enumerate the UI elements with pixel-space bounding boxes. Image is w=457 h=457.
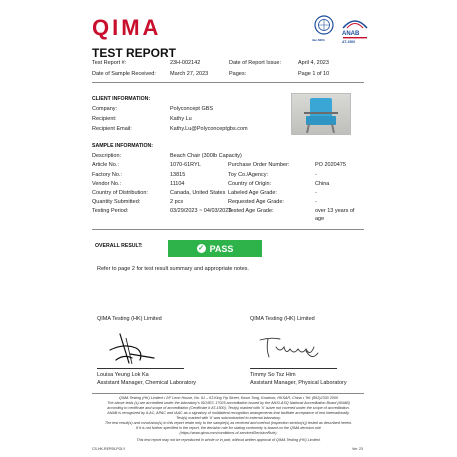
sample-received-value: March 27, 2023	[170, 71, 209, 77]
left-signature-icon	[102, 330, 162, 368]
ilac-mra-badge-icon	[312, 15, 336, 37]
anab-badge-icon	[340, 12, 370, 42]
client-section-title: CLIENT INFORMATION:	[92, 96, 151, 102]
footer-address: QIMA Testing (HK) Limited • 2/F Leon House, No. 61 – 63 King Yip Street, Kwun Tong, Kowloon, HKSAR, China • Tel: (852)2330 2000	[119, 396, 338, 400]
form-version: Ver. 23	[352, 447, 363, 451]
recipient-email-value: Kathy.Lu@Polyconceptgbs.com	[170, 126, 248, 132]
company-value: Polyconcept GBS	[170, 106, 214, 112]
purchase-order-label: Purchase Order Number:	[228, 162, 290, 168]
origin-value: China	[315, 181, 330, 187]
labeled-age-label: Labeled Age Grade:	[228, 190, 277, 196]
purchase-order-value: PO 2020475	[315, 162, 346, 168]
checkmark-icon: ✓	[198, 245, 205, 252]
recipient-email-label: Recipient Email:	[92, 126, 132, 132]
toy-agency-label: Toy Co./Agency:	[228, 172, 269, 178]
quantity-label: Quantity Submitted:	[92, 199, 141, 205]
right-signature-icon	[256, 335, 324, 363]
form-number: CS-HK-REP05-POLY	[92, 447, 126, 451]
divider	[92, 82, 364, 83]
right-signer-company: QIMA Testing (HK) Limited	[250, 316, 315, 322]
footer-reproduction-note: This test report may not be reproduced in whole or in part, without written approval of QIMA Testing (HK) Limited.	[136, 438, 321, 442]
report-number-label: Test Report #:	[92, 60, 127, 66]
chair-backrest-shape	[310, 98, 332, 118]
anab-label: ANAB	[342, 31, 360, 37]
tested-age-label: Tested Age Grade:	[228, 208, 274, 214]
factory-label: Factory No.:	[92, 172, 122, 178]
qima-logo: QIMA	[92, 15, 162, 40]
pass-text: PASS	[209, 243, 234, 254]
report-number-value: 23H-002142	[170, 60, 201, 66]
anab-certificate-label: AT-1500	[342, 40, 356, 44]
article-value: 1070-61RYL	[170, 162, 201, 168]
recipient-label: Recipient:	[92, 116, 117, 122]
footer-accreditation-line: according to certificate and scope of accreditation (Certificate # AT-1500). Test(s) marked with 'X' is/are not covered under the scope of accreditation.	[107, 406, 350, 410]
sample-photo	[291, 93, 351, 135]
issue-date-label: Date of Report Issue:	[229, 60, 281, 66]
chair-armrest-shape	[304, 112, 338, 114]
toy-agency-value: -	[315, 172, 317, 178]
testing-period-value: 03/29/2023 ~ 04/03/2023	[170, 208, 232, 214]
requested-age-label: Requested Age Grade:	[228, 199, 284, 205]
footer-decision-rule: If it is not further specified in the report, the decision rule for stating conformity is based on the QIMA decision rule	[136, 426, 321, 430]
distribution-label: Country of Distribution:	[92, 190, 148, 196]
left-signer-name: Louisa Yeung Lok Ka	[97, 372, 149, 378]
footer-accreditation-line: ANAB is recognized by ILAC, APAC and IAAC as a signatory of multilateral recognition arrangements that facilitate acceptance of test internationally.	[107, 411, 350, 415]
testing-period-label: Testing Period:	[92, 208, 129, 214]
pages-label: Pages:	[229, 71, 247, 77]
article-label: Article No.:	[92, 162, 119, 168]
report-title: TEST REPORT	[92, 46, 177, 60]
quantity-value: 2 pcs	[170, 199, 184, 205]
footer-subcontract-note: Test(s) marked with '#' was subcontracted to external laboratory.	[176, 416, 281, 420]
divider	[92, 229, 364, 230]
right-signer-name: Timmy So Tsz Him	[250, 372, 296, 378]
description-value: Beach Chair (300lb Capacity)	[170, 153, 242, 159]
sample-received-label: Date of Sample Received:	[92, 71, 156, 77]
pass-badge	[168, 240, 262, 257]
issue-date-value: April 4, 2023	[298, 60, 329, 66]
chair-leg-shape	[306, 124, 310, 133]
distribution-value: Canada, United States	[170, 190, 226, 196]
tested-age-value-continued: age	[315, 216, 325, 222]
vendor-label: Vendor No.:	[92, 181, 122, 187]
ilac-mra-label: ilac-MRA	[312, 38, 325, 42]
company-label: Company:	[92, 106, 118, 112]
overall-result-label: OVERALL RESULT:	[95, 243, 143, 249]
pages-value: Page 1 of 10	[298, 71, 330, 77]
footer-divider	[92, 393, 364, 394]
recipient-value: Kathy Lu	[170, 116, 192, 122]
sample-section-title: SAMPLE INFORMATION:	[92, 143, 153, 149]
footer-accreditation-line: The above tests (s) are accredited under the laboratory's ISO/IEC 17025 accreditation issued by the ANSI-ASQ National Accreditation Board (ANAB)	[107, 401, 350, 405]
description-label: Description:	[92, 153, 122, 159]
factory-value: 13815	[170, 172, 186, 178]
right-signature-line	[250, 368, 337, 369]
footer-result-note: The test result(s) and conclusion(s) in this report relate only to the sample(s) as received and method (inspection section(s)) tested as described herein.	[104, 421, 353, 425]
footer-decision-rule-link[interactable]: (https://www.qima.com/conditions-of-service#DecisionRule).	[179, 431, 278, 435]
origin-label: Country of Origin:	[228, 181, 272, 187]
tested-age-value: over 13 years of	[315, 208, 355, 214]
left-signer-title: Assistant Manager, Chemical Laboratory	[97, 380, 197, 386]
result-note: Refer to page 2 for test result summary and appropriate notes.	[97, 266, 249, 272]
vendor-value: 11104	[170, 181, 185, 187]
chair-leg-shape	[331, 124, 335, 133]
labeled-age-value: -	[315, 190, 317, 196]
left-signer-company: QIMA Testing (HK) Limited	[97, 316, 162, 322]
requested-age-value: -	[315, 199, 317, 205]
left-signature-line	[97, 368, 184, 369]
right-signer-title: Assistant Manager, Physical Laboratory	[250, 380, 347, 386]
